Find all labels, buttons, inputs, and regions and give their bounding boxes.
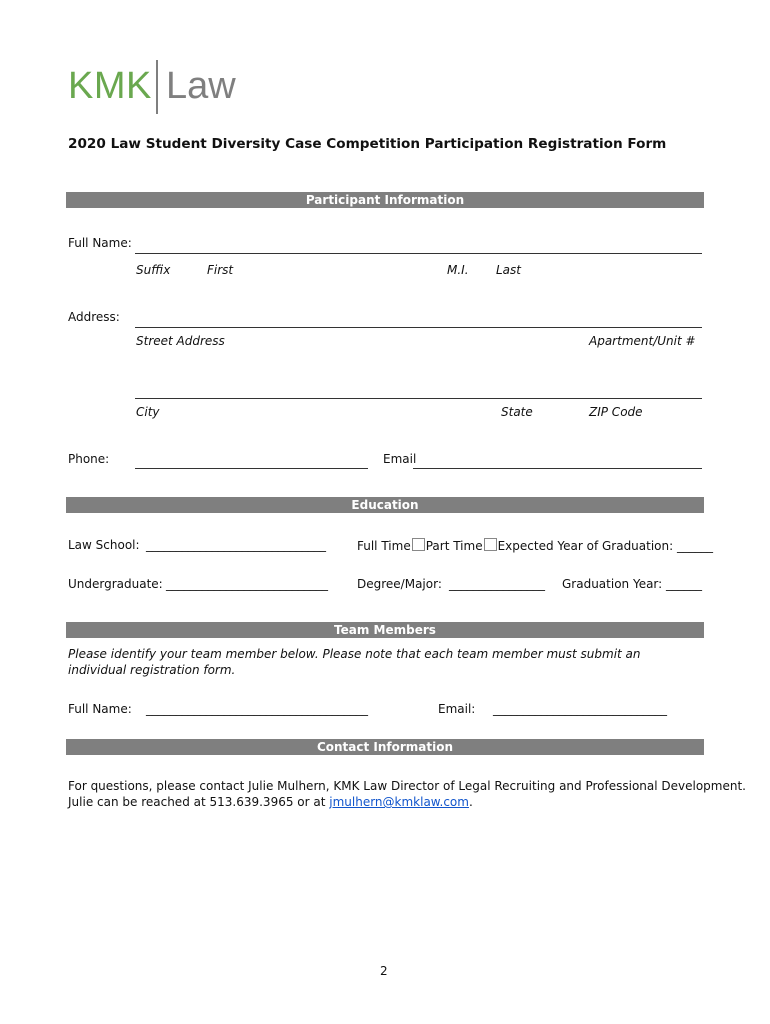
contact-line-2-text: Julie can be reached at 513.639.3965 or at	[68, 795, 330, 809]
street-address-field[interactable]	[135, 327, 702, 328]
team-full-name-field[interactable]: _____________________________________	[146, 702, 368, 716]
degree-label: Degree/Major:	[357, 577, 442, 591]
undergraduate-field[interactable]: ___________________________	[166, 577, 328, 591]
email-label: Email	[383, 452, 417, 466]
team-email-label: Email:	[438, 702, 476, 716]
enrollment-options	[357, 538, 713, 553]
city-caption: City	[136, 405, 160, 419]
full-time-checkbox[interactable]	[412, 538, 425, 551]
full-name-label: Full Name:	[68, 236, 132, 250]
law-school-field[interactable]: ______________________________	[146, 538, 326, 552]
full-time-label: Full Time	[357, 539, 411, 553]
contact-line-2-end: .	[468, 795, 473, 809]
logo-law-text: Law	[166, 65, 236, 107]
contact-line-2	[68, 795, 473, 809]
section-team-header: Team Members	[66, 622, 704, 638]
logo-kmk-text: KMK	[68, 65, 152, 107]
zip-caption: ZIP Code	[589, 405, 643, 419]
section-contact-header: Contact Information	[66, 739, 704, 755]
mi-caption: M.I.	[447, 263, 469, 277]
city-state-zip-field[interactable]	[135, 398, 702, 399]
graduation-year-field[interactable]: Graduation Year: ______	[562, 577, 703, 591]
law-school-label: Law School:	[68, 538, 140, 552]
section-participant-header: Participant Information	[66, 192, 704, 208]
contact-email-link[interactable]: jmulhern@kmklaw.com	[329, 795, 469, 809]
team-instructions: Please identify your team member below. Please note that each team member must submit an individual registration form.	[68, 647, 641, 677]
undergraduate-label: Undergraduate:	[68, 577, 163, 591]
email-field[interactable]	[413, 468, 702, 469]
degree-field[interactable]: ________________	[449, 577, 545, 591]
contact-line-1: For questions, please contact Julie Mulhern, KMK Law Director of Legal Recruiting and Professional Development.	[68, 779, 746, 793]
last-caption: Last	[496, 263, 521, 277]
suffix-caption: Suffix	[136, 263, 171, 277]
form-title: 2020 Law Student Diversity Case Competition Participation Registration Form	[68, 136, 667, 152]
phone-label: Phone:	[68, 452, 110, 466]
state-caption: State	[501, 405, 533, 419]
address-label: Address:	[68, 310, 120, 324]
page-number: 2	[380, 964, 388, 978]
section-education-header: Education	[66, 497, 704, 513]
first-caption: First	[207, 263, 234, 277]
full-name-field[interactable]	[135, 253, 702, 254]
street-address-caption: Street Address	[136, 334, 225, 348]
logo-divider	[156, 60, 158, 114]
apartment-caption: Apartment/Unit #	[589, 334, 696, 348]
team-email-field[interactable]: _____________________________	[493, 702, 667, 716]
team-full-name-label: Full Name:	[68, 702, 132, 716]
part-time-checkbox[interactable]	[484, 538, 497, 551]
part-time-label: Part Time	[425, 539, 483, 553]
expected-graduation-label: Expected Year of Graduation: ______	[497, 539, 713, 553]
phone-field[interactable]	[135, 468, 368, 469]
